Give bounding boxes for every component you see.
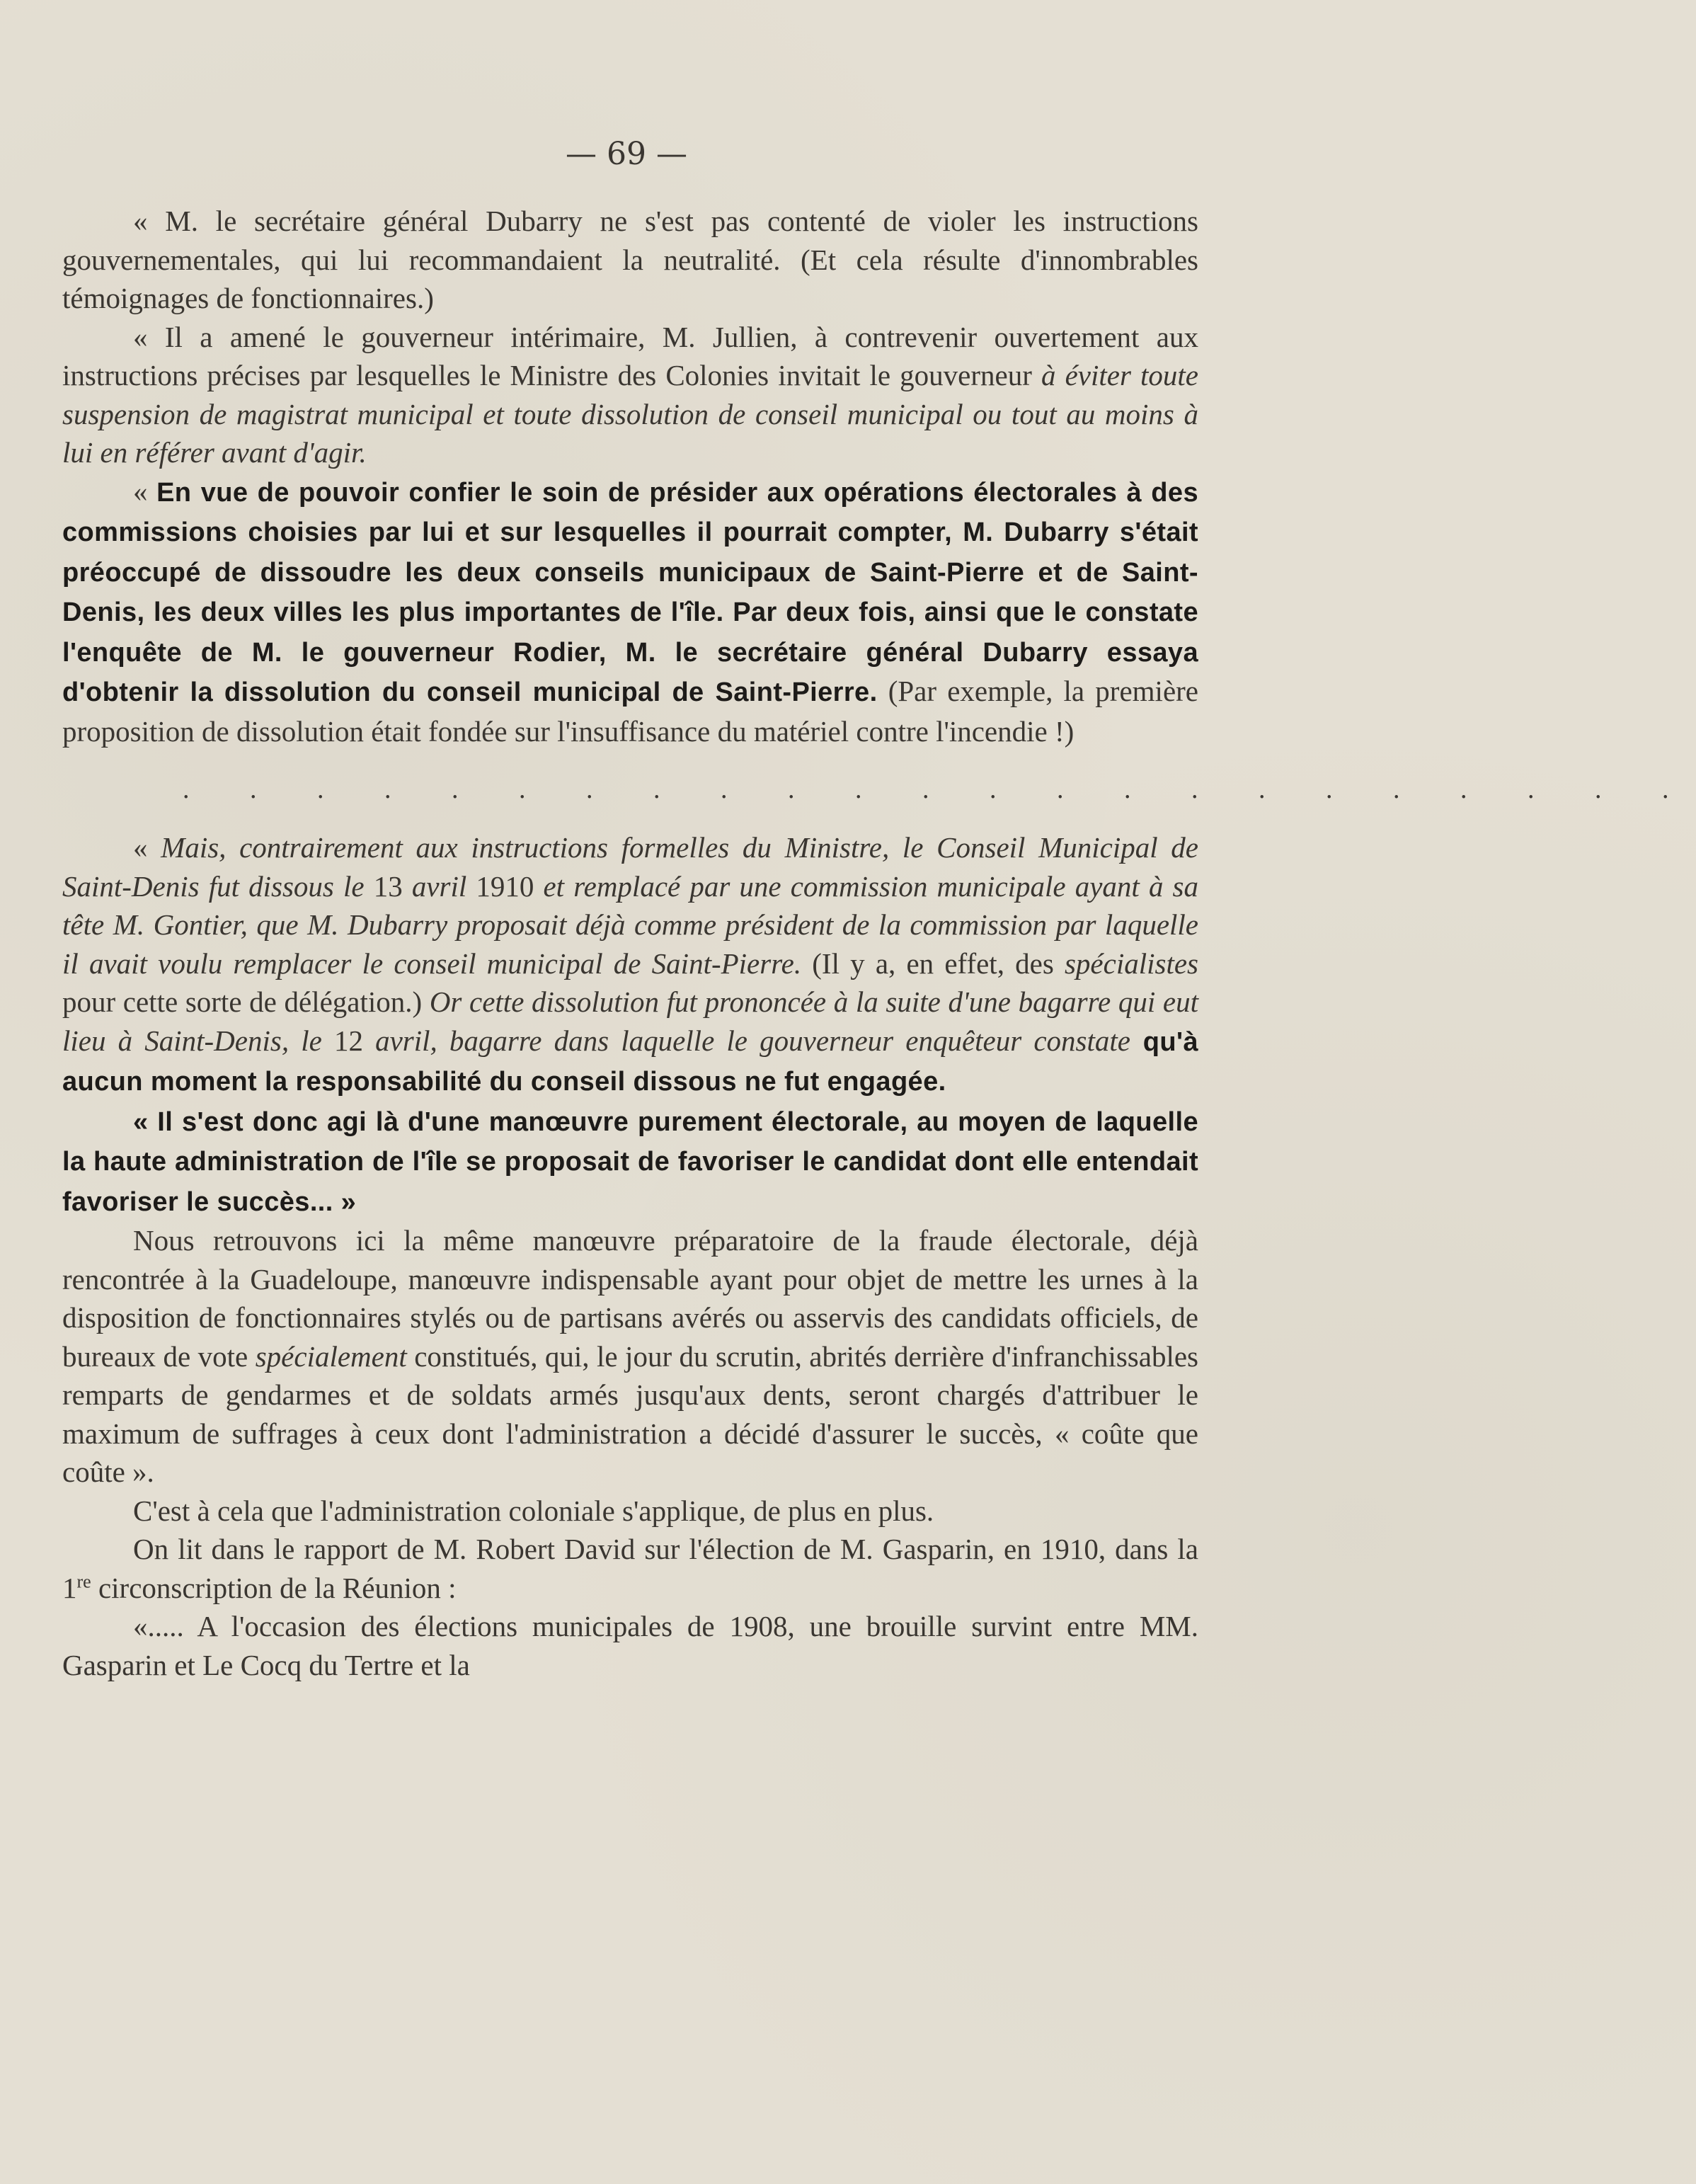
paragraph-5-bold: « Il s'est donc agi là d'une manœuvre purement électorale, au moyen de laquelle la haute administration de l'île se proposait de favoriser le candidat dont elle entendait favoriser le succès... »: [62, 1107, 1198, 1217]
paragraph-6: [62, 1221, 1198, 1492]
paragraph-6-italic: spécialement: [255, 1339, 407, 1373]
paragraph-6-text-2: constitués, qui, le jour du scrutin, abrités derrière d'infranchissables remparts de gendarmes et de soldats armés jusqu'aux dents, seront chargés d'attribuer le maximum de suffrages à ceux dont l'administration a décidé d'assurer le succès, « coûte que coûte ».: [62, 1339, 1198, 1488]
paragraph-4-italic-3: et remplacé par une commission municipale ayant à sa tête M. Gontier, que M. Dubarry proposait déjà comme président de la commission par laquelle il avait voulu remplacer le conseil municipal de Saint-Pierre.: [62, 869, 1199, 980]
paragraph-3: [62, 472, 1198, 751]
page-number: — 69 —: [566, 136, 687, 172]
paragraph-8-text-1: On lit dans le rapport de M. Robert David sur l'élection de M. Gasparin, en 1910, dans la 1: [62, 1533, 1198, 1604]
paragraph-9: [62, 1607, 1198, 1684]
paragraph-4-date-day: 13: [364, 869, 412, 903]
paragraph-7: [62, 1492, 1198, 1531]
paragraph-4-bold: qu'à aucun moment la responsabilité du conseil dissous ne fut engagée.: [62, 1027, 1199, 1097]
paragraph-2-text: « Il a amené le gouverneur intérimaire, M. Jullien, à contrevenir ouvertement aux instructions précises par lesquelles le Ministre des Colonies invitait le gouverneur: [62, 320, 1198, 391]
paragraph-3-quote: «: [133, 474, 157, 508]
paragraph-4-text-2: pour cette sorte de délégation.): [62, 985, 430, 1018]
paragraph-5: [62, 1102, 1198, 1222]
paragraph-4-date-day-2: 12: [321, 1024, 376, 1057]
paragraph-3-text: (Par exemple, la première proposition de dissolution était fondée sur l'insuffisance du matériel contre l'incendie !): [62, 675, 1198, 748]
paragraph-4-italic-1: Mais, contrairement aux instructions formelles du Ministre, le Conseil Municipal de Saint-Denis fut dissous le: [62, 831, 1198, 903]
paragraph-4-italic-5: Or cette dissolution fut prononcée à la suite d'une bagarre qui eut lieu à Saint-Denis, le: [62, 985, 1198, 1057]
paragraph-6-text-1: Nous retrouvons ici la même manœuvre préparatoire de la fraude électorale, déjà rencontrée à la Guadeloupe, manœuvre indispensable ayant pour objet de mettre les urnes à la disposition de fonctionnaires stylés ou de partisans avérés ou asservis des candidats officiels, de bureaux de vote: [62, 1224, 1198, 1373]
paragraph-9-text: «..... A l'occasion des élections municipales de 1908, une brouille survint entre MM. Gasparin et Le Cocq du Tertre et la: [62, 1610, 1198, 1681]
paragraph-8: [62, 1530, 1198, 1607]
ellipsis-separator: . . . . . . . . . . . . . . . . . . . . . . .: [183, 774, 1696, 804]
paragraph-4-italic-2: avril: [411, 869, 467, 903]
paragraph-8-superscript: re: [76, 1570, 91, 1591]
paragraph-4: [62, 828, 1198, 1102]
paragraph-7-text: C'est à cela que l'administration coloniale s'applique, de plus en plus.: [133, 1494, 934, 1527]
paragraph-1-text: « M. le secrétaire général Dubarry ne s'est pas contenté de violer les instructions gouvernementales, qui lui recommandaient la neutralité. (Et cela résulte d'innombrables témoignages de fonctionnaires.): [62, 205, 1198, 314]
paragraph-1: [62, 202, 1198, 318]
paragraph-2: [62, 318, 1198, 472]
paragraph-4-italic-6: avril, bagarre dans laquelle le gouverneur enquêteur constate: [375, 1024, 1130, 1057]
paragraph-4-quote: «: [133, 831, 161, 864]
paragraph-4-italic-4: spécialistes: [1064, 947, 1198, 980]
paragraph-8-text-2: circonscription de la Réunion :: [91, 1571, 457, 1604]
paragraph-4-text-1: (Il y a, en effet, des: [801, 947, 1065, 980]
body-text: [62, 202, 1696, 1684]
paragraph-4-date-year: 1910: [466, 869, 544, 903]
paragraph-3-bold: En vue de pouvoir confier le soin de présider aux opérations électorales à des commissions choisies par lui et sur lesquelles il pourrait compter, M. Dubarry s'était préoccupé de dissoudre les deux conseils municipaux de Saint-Pierre et de Saint-Denis, les deux villes les plus importantes de l'île. Par deux fois, ainsi que le constate l'enquête de M. le gouverneur Rodier, M. le secrétaire général Dubarry essaya d'obtenir la dissolution du conseil municipal de Saint-Pierre.: [62, 477, 1198, 707]
paragraph-2-italic: à éviter toute suspension de magistrat municipal et toute dissolution de conseil municipal ou tout au moins à lui en référer avant d'agir.: [62, 359, 1199, 469]
